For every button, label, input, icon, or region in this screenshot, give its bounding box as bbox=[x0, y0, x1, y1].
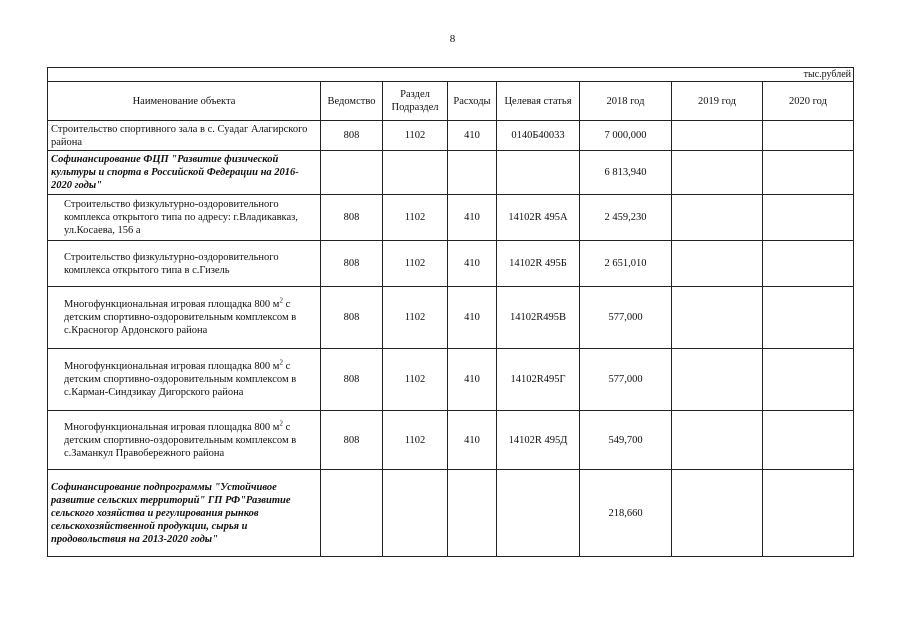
row-name: Строительство физкультурно-оздоровительного комплекса открытого типа в с.Гизель bbox=[48, 241, 321, 287]
row-name-post: с детским спортивно-оздоровительным комплексом в с.Заманкул Правобережного района bbox=[64, 421, 297, 459]
header-section-line1: Раздел bbox=[400, 89, 430, 100]
row-dept: 808 bbox=[321, 241, 383, 287]
row-2018: 218,660 bbox=[580, 470, 672, 557]
header-2019: 2019 год bbox=[672, 82, 763, 121]
row-article: 0140Б40033 bbox=[497, 121, 580, 151]
row-article: 14102R495В bbox=[497, 287, 580, 349]
row-section bbox=[383, 470, 448, 557]
row-2018: 2 651,010 bbox=[580, 241, 672, 287]
row-2019 bbox=[672, 411, 763, 470]
row-article: 14102R495Г bbox=[497, 349, 580, 411]
row-dept: 808 bbox=[321, 349, 383, 411]
row-2018: 2 459,230 bbox=[580, 195, 672, 241]
table-row bbox=[48, 195, 854, 241]
row-article: 14102R 495А bbox=[497, 195, 580, 241]
row-section: 1102 bbox=[383, 195, 448, 241]
row-dept bbox=[321, 470, 383, 557]
row-2019 bbox=[672, 470, 763, 557]
table-row bbox=[48, 349, 854, 411]
table-row bbox=[48, 241, 854, 287]
row-name: Строительство физкультурно-оздоровительного комплекса открытого типа по адресу: г.Владикавказ, ул.Косаева, 156 а bbox=[48, 195, 321, 241]
table-row bbox=[48, 411, 854, 470]
budget-table bbox=[47, 67, 854, 557]
row-2019 bbox=[672, 151, 763, 195]
row-name: Софинансирование подпрограммы "Устойчивое развитие сельских территорий" ГП РФ"Развитие сельского хозяйства и регулирования рынков сельскохозяйственной продукции, сырья и продовольствия на 2013-2020 годы" bbox=[48, 470, 321, 557]
row-2020 bbox=[763, 287, 854, 349]
row-name-sup: 2 bbox=[279, 419, 283, 427]
row-article: 14102R 495Б bbox=[497, 241, 580, 287]
row-expense: 410 bbox=[448, 195, 497, 241]
row-section: 1102 bbox=[383, 349, 448, 411]
row-2018: 6 813,940 bbox=[580, 151, 672, 195]
row-2019 bbox=[672, 349, 763, 411]
row-name-sup: 2 bbox=[279, 358, 283, 367]
row-name-post: с детским спортивно-оздоровительным комплексом в с.Красногор Ардонского района bbox=[64, 299, 297, 336]
row-dept: 808 bbox=[321, 195, 383, 241]
row-2019 bbox=[672, 121, 763, 151]
row-expense: 410 bbox=[448, 411, 497, 470]
row-section: 1102 bbox=[383, 411, 448, 470]
row-name: Софинансирование ФЦП "Развитие физической культуры и спорта в Российской Федерации на 2016-2020 годы" bbox=[48, 151, 321, 195]
row-article bbox=[497, 151, 580, 195]
header-row bbox=[48, 82, 854, 121]
row-name-post: с детским спортивно-оздоровительным комплексом в с.Карман-Синдзикау Дигорского района bbox=[64, 361, 297, 398]
row-section bbox=[383, 151, 448, 195]
row-expense: 410 bbox=[448, 287, 497, 349]
row-2018: 577,000 bbox=[580, 287, 672, 349]
header-dept: Ведомство bbox=[321, 82, 383, 121]
row-name-pre: Многофункциональная игровая площадка 800 м bbox=[64, 299, 280, 310]
row-expense bbox=[448, 151, 497, 195]
header-expense: Расходы bbox=[448, 82, 497, 121]
row-2018: 7 000,000 bbox=[580, 121, 672, 151]
row-expense bbox=[448, 470, 497, 557]
header-section-line2: Подраздел bbox=[391, 102, 439, 113]
row-expense: 410 bbox=[448, 349, 497, 411]
unit-label: тыс.рублей bbox=[48, 68, 854, 82]
row-2020 bbox=[763, 121, 854, 151]
row-dept: 808 bbox=[321, 121, 383, 151]
row-name bbox=[48, 411, 321, 470]
row-dept: 808 bbox=[321, 287, 383, 349]
header-section bbox=[383, 82, 448, 121]
row-name-pre: Многофункциональная игровая площадка 800 м bbox=[64, 421, 280, 433]
row-2020 bbox=[763, 411, 854, 470]
row-dept: 808 bbox=[321, 411, 383, 470]
row-section: 1102 bbox=[383, 121, 448, 151]
table-row bbox=[48, 151, 854, 195]
row-2019 bbox=[672, 195, 763, 241]
row-name-sup: 2 bbox=[279, 296, 283, 305]
row-2020 bbox=[763, 470, 854, 557]
header-2018: 2018 год bbox=[580, 82, 672, 121]
row-2019 bbox=[672, 287, 763, 349]
row-2020 bbox=[763, 195, 854, 241]
row-2018: 549,700 bbox=[580, 411, 672, 470]
row-2018: 577,000 bbox=[580, 349, 672, 411]
row-expense: 410 bbox=[448, 121, 497, 151]
row-2020 bbox=[763, 151, 854, 195]
row-name bbox=[48, 349, 321, 411]
row-article: 14102R 495Д bbox=[497, 411, 580, 470]
unit-row bbox=[48, 68, 854, 82]
row-name bbox=[48, 287, 321, 349]
table-row bbox=[48, 287, 854, 349]
header-name: Наименование объекта bbox=[48, 82, 321, 121]
row-section: 1102 bbox=[383, 241, 448, 287]
row-article bbox=[497, 470, 580, 557]
page-number: 8 bbox=[449, 33, 456, 45]
row-2020 bbox=[763, 241, 854, 287]
table-row bbox=[48, 121, 854, 151]
row-2020 bbox=[763, 349, 854, 411]
table-row bbox=[48, 470, 854, 557]
row-dept bbox=[321, 151, 383, 195]
row-expense: 410 bbox=[448, 241, 497, 287]
header-2020: 2020 год bbox=[763, 82, 854, 121]
row-section: 1102 bbox=[383, 287, 448, 349]
row-name: Строительство спортивного зала в с. Суадаг Алагирского района bbox=[48, 121, 321, 151]
row-2019 bbox=[672, 241, 763, 287]
header-article: Целевая статья bbox=[497, 82, 580, 121]
row-name-pre: Многофункциональная игровая площадка 800 м bbox=[64, 361, 280, 372]
